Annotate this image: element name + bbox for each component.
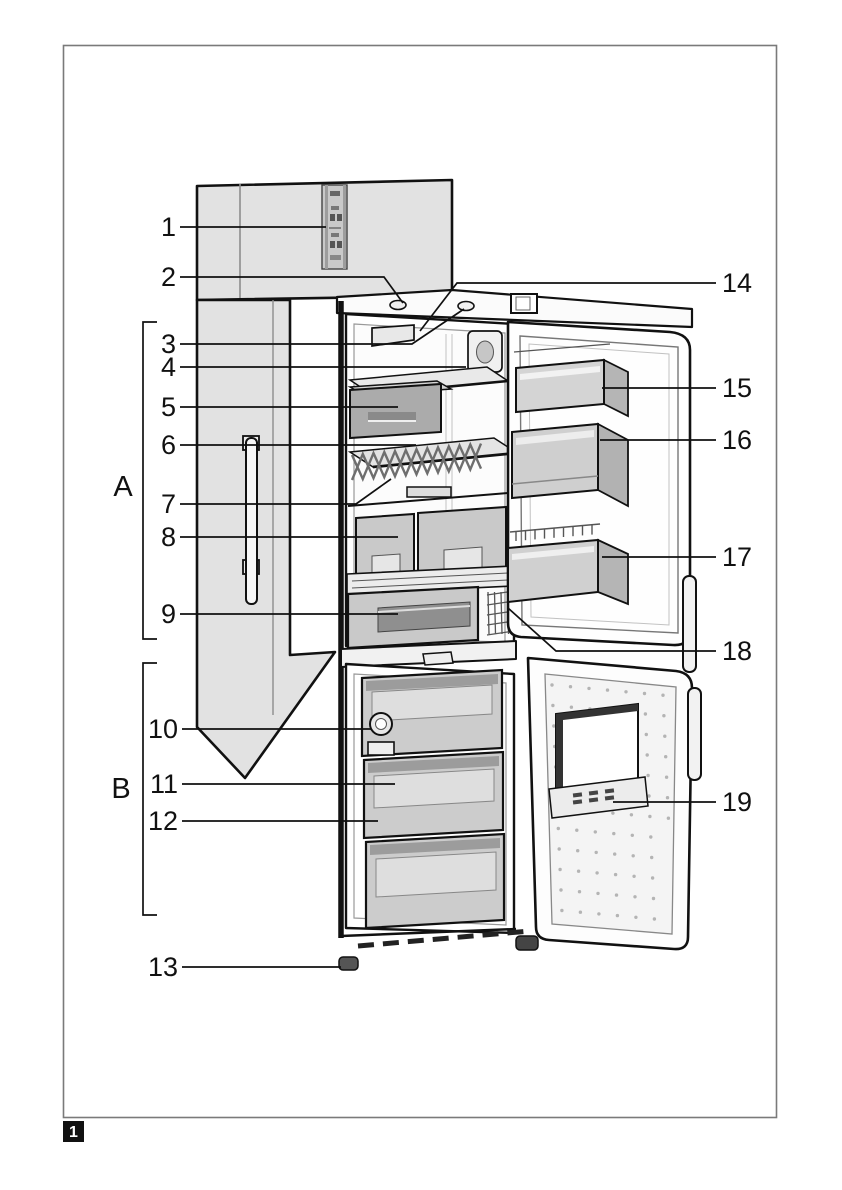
- leveling-foot-right: [516, 936, 538, 950]
- light-switch-button: [390, 301, 406, 310]
- section-label-a: A: [113, 471, 133, 503]
- callout-18: 18: [722, 636, 753, 666]
- freezer-door-handle: [688, 688, 701, 780]
- callout-5: 5: [160, 392, 176, 422]
- callout-13: 13: [147, 952, 178, 982]
- freezer-info-panel: [549, 704, 648, 818]
- callout-12: 12: [147, 806, 178, 836]
- fridge-door-inner: [508, 322, 696, 672]
- freezer-door-inner: [528, 658, 701, 949]
- fridge-door-handle: [683, 576, 696, 672]
- panel-logo: [330, 191, 340, 196]
- callout-16: 16: [722, 425, 753, 455]
- callout-19: 19: [722, 787, 753, 817]
- callout-8: 8: [160, 522, 176, 552]
- circulation-fan: [468, 331, 502, 372]
- callout-2: 2: [160, 262, 176, 292]
- callout-6: 6: [160, 430, 176, 460]
- chiller-drawer: [348, 587, 478, 648]
- callout-1: 1: [160, 212, 176, 242]
- callout-10: 10: [147, 714, 178, 744]
- leveling-foot-left: [339, 957, 358, 970]
- callout-17: 17: [722, 542, 753, 572]
- freezer-drawer-top: [362, 670, 502, 756]
- door-handle: [243, 436, 259, 604]
- freezer-drawer-middle: [364, 752, 503, 838]
- section-bracket-a: [113, 322, 157, 639]
- figure-marker-number: 1: [69, 1124, 78, 1141]
- callout-11: 11: [149, 769, 178, 799]
- callout-7: 7: [160, 489, 176, 519]
- chiller-box: [350, 381, 451, 438]
- callout-3: 3: [160, 329, 176, 359]
- callout-15: 15: [722, 373, 753, 403]
- callout-4: 4: [160, 352, 176, 382]
- freezer-drawer-bottom: [366, 834, 504, 928]
- section-label-b: B: [111, 773, 131, 805]
- figure-marker: [63, 1121, 84, 1142]
- base-plinth: [339, 929, 538, 970]
- freezer-interior: [346, 652, 514, 933]
- thermostat-button: [458, 302, 474, 311]
- callout-9: 9: [160, 599, 176, 629]
- callout-14: 14: [722, 268, 753, 298]
